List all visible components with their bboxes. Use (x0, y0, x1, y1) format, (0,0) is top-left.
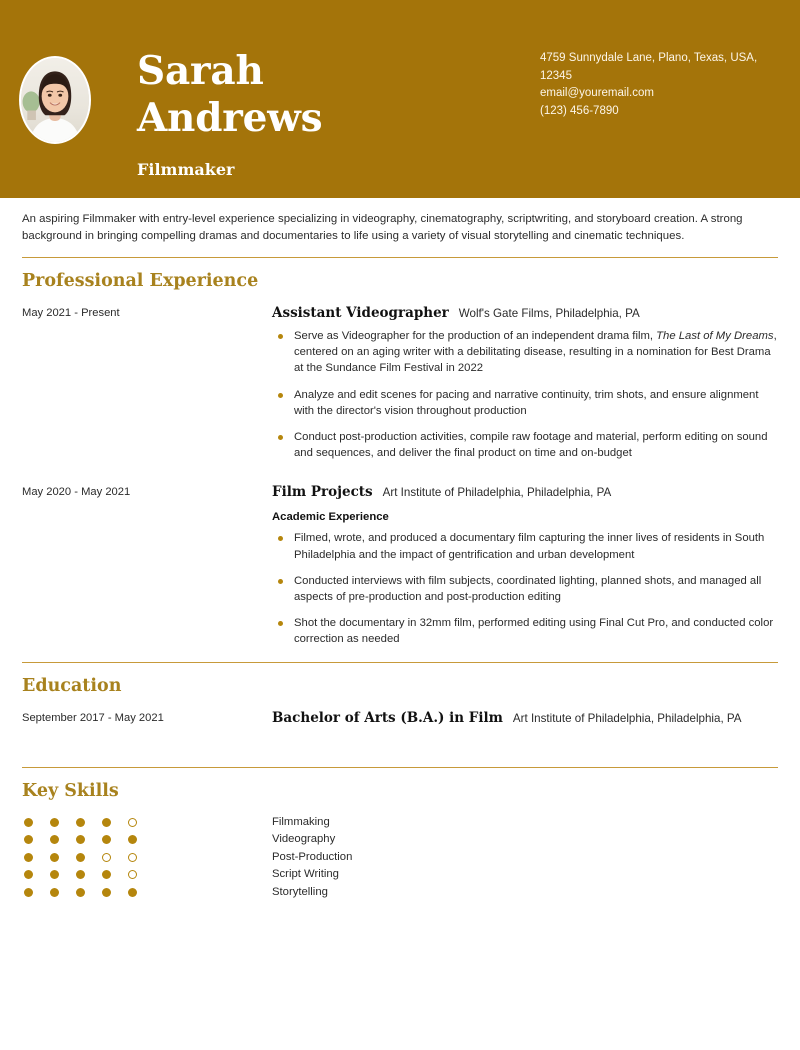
rating-dot-filled (24, 818, 33, 827)
education-date: September 2017 - May 2021 (22, 711, 164, 724)
section-heading-skills: Key Skills (22, 780, 119, 801)
bullet-item: Shot the documentary in 32mm film, performed editing using Final Cut Pro, and conducted color correction as needed (272, 615, 778, 647)
rating-dot-empty (128, 853, 137, 862)
experience-list (22, 304, 778, 648)
avatar (19, 56, 91, 144)
education-entry (22, 709, 778, 727)
degree-organization: Art Institute of Philadelphia, Philadelphia, PA (512, 711, 742, 725)
rating-dot-filled (76, 888, 85, 897)
rating-dot-filled (128, 835, 137, 844)
rating-dot-filled (50, 835, 59, 844)
rating-dot-filled (50, 818, 59, 827)
section-heading-education: Education (22, 675, 122, 696)
experience-date: May 2020 - May 2021 (22, 486, 131, 499)
experience-detail (272, 483, 778, 647)
contact-address: 4759 Sunnydale Lane, Plano, Texas, USA, 12345 (540, 52, 758, 82)
skill-rating-row (24, 884, 272, 902)
divider (22, 257, 778, 258)
skills-rating-grid (22, 814, 272, 902)
bullet-item: Analyze and edit scenes for pacing and narrative continuity, trim shots, and ensure alignment with the director's vision throughout production (272, 387, 778, 419)
divider (22, 767, 778, 768)
resume-body (0, 211, 800, 901)
rating-dot-filled (50, 853, 59, 862)
skill-rating-row (24, 831, 272, 849)
role-title: Assistant Videographer (272, 305, 449, 321)
skill-label: Filmmaking (272, 815, 330, 828)
experience-date: May 2021 - Present (22, 307, 120, 319)
experience-subheading: Academic Experience (272, 511, 389, 524)
rating-dot-filled (50, 888, 59, 897)
experience-detail (272, 304, 778, 461)
rating-dot-filled (76, 870, 85, 879)
role-organization: Art Institute of Philadelphia, Philadelphia, PA (382, 486, 612, 500)
skill-rating-row (24, 849, 272, 867)
skill-label: Storytelling (272, 885, 328, 898)
rating-dot-filled (24, 870, 33, 879)
rating-dot-empty (128, 870, 137, 879)
skill-rating-row (24, 814, 272, 832)
bullet-item: Filmed, wrote, and produced a documentary film capturing the inner lives of residents in South Philadelphia and the impact of gentrification and urban development (272, 530, 778, 562)
experience-entry (22, 304, 778, 461)
rating-dot-empty (128, 818, 137, 827)
experience-bullet-list (272, 328, 778, 461)
rating-dot-empty (102, 853, 111, 862)
skills-block (22, 814, 778, 902)
skill-label: Videography (272, 833, 336, 846)
rating-dot-filled (24, 853, 33, 862)
rating-dot-filled (76, 835, 85, 844)
contact-email[interactable]: email@youremail.com (540, 87, 654, 99)
role-title: Film Projects (272, 484, 373, 501)
rating-dot-filled (24, 888, 33, 897)
rating-dot-filled (102, 818, 111, 827)
skills-label-list (272, 814, 778, 902)
contact-block (540, 50, 770, 120)
degree-line (272, 709, 778, 727)
rating-dot-filled (102, 870, 111, 879)
role-line (272, 483, 778, 501)
rating-dot-filled (102, 888, 111, 897)
identity-block (137, 48, 537, 180)
section-heading-experience: Professional Experience (22, 271, 259, 291)
film-title-emphasis: The Last of My Dreams (656, 330, 774, 342)
rating-dot-filled (50, 870, 59, 879)
role-line (272, 304, 778, 322)
skill-label: Script Writing (272, 868, 339, 881)
divider (22, 662, 778, 663)
rating-dot-filled (24, 835, 33, 844)
skill-rating-row (24, 866, 272, 884)
rating-dot-filled (76, 818, 85, 827)
experience-bullet-list (272, 530, 778, 647)
experience-entry (22, 483, 778, 647)
bullet-item: Conduct post-production activities, compile raw footage and material, perform editing on sound and sequences, and deliver the final product on time and on-budget (272, 429, 778, 461)
rating-dot-filled (76, 853, 85, 862)
bullet-item: Serve as Videographer for the production of an independent drama film, The Last of My Dreams, centered on an aging writer with a debilitating disease, resulting in a nomination for Best Drama at the Sundance Film Festival in 2022 (272, 328, 778, 377)
role-organization: Wolf's Gate Films, Philadelphia, PA (458, 307, 640, 320)
portrait-photo-icon (21, 58, 89, 142)
job-title: Filmmaker (137, 160, 235, 179)
education-detail (272, 709, 778, 727)
rating-dot-filled (102, 835, 111, 844)
page-title: Sarah Andrews (137, 48, 323, 141)
resume-header (0, 0, 800, 198)
professional-summary: An aspiring Filmmaker with entry-level experience specializing in videography, cinematography, scriptwriting, and storyboard creation. A strong background in bringing compelling dramas and documentaries to life using a variety of visual storytelling and cinematic techniques. (22, 213, 743, 242)
bullet-item: Conducted interviews with film subjects, coordinated lighting, planned shots, and managed all aspects of pre-production and post-production editing (272, 573, 778, 605)
skill-label: Post-Production (272, 850, 353, 863)
rating-dot-filled (128, 888, 137, 897)
education-list (22, 709, 778, 727)
degree-title: Bachelor of Arts (B.A.) in Film (272, 709, 503, 726)
contact-phone[interactable]: (123) 456-7890 (540, 104, 619, 117)
